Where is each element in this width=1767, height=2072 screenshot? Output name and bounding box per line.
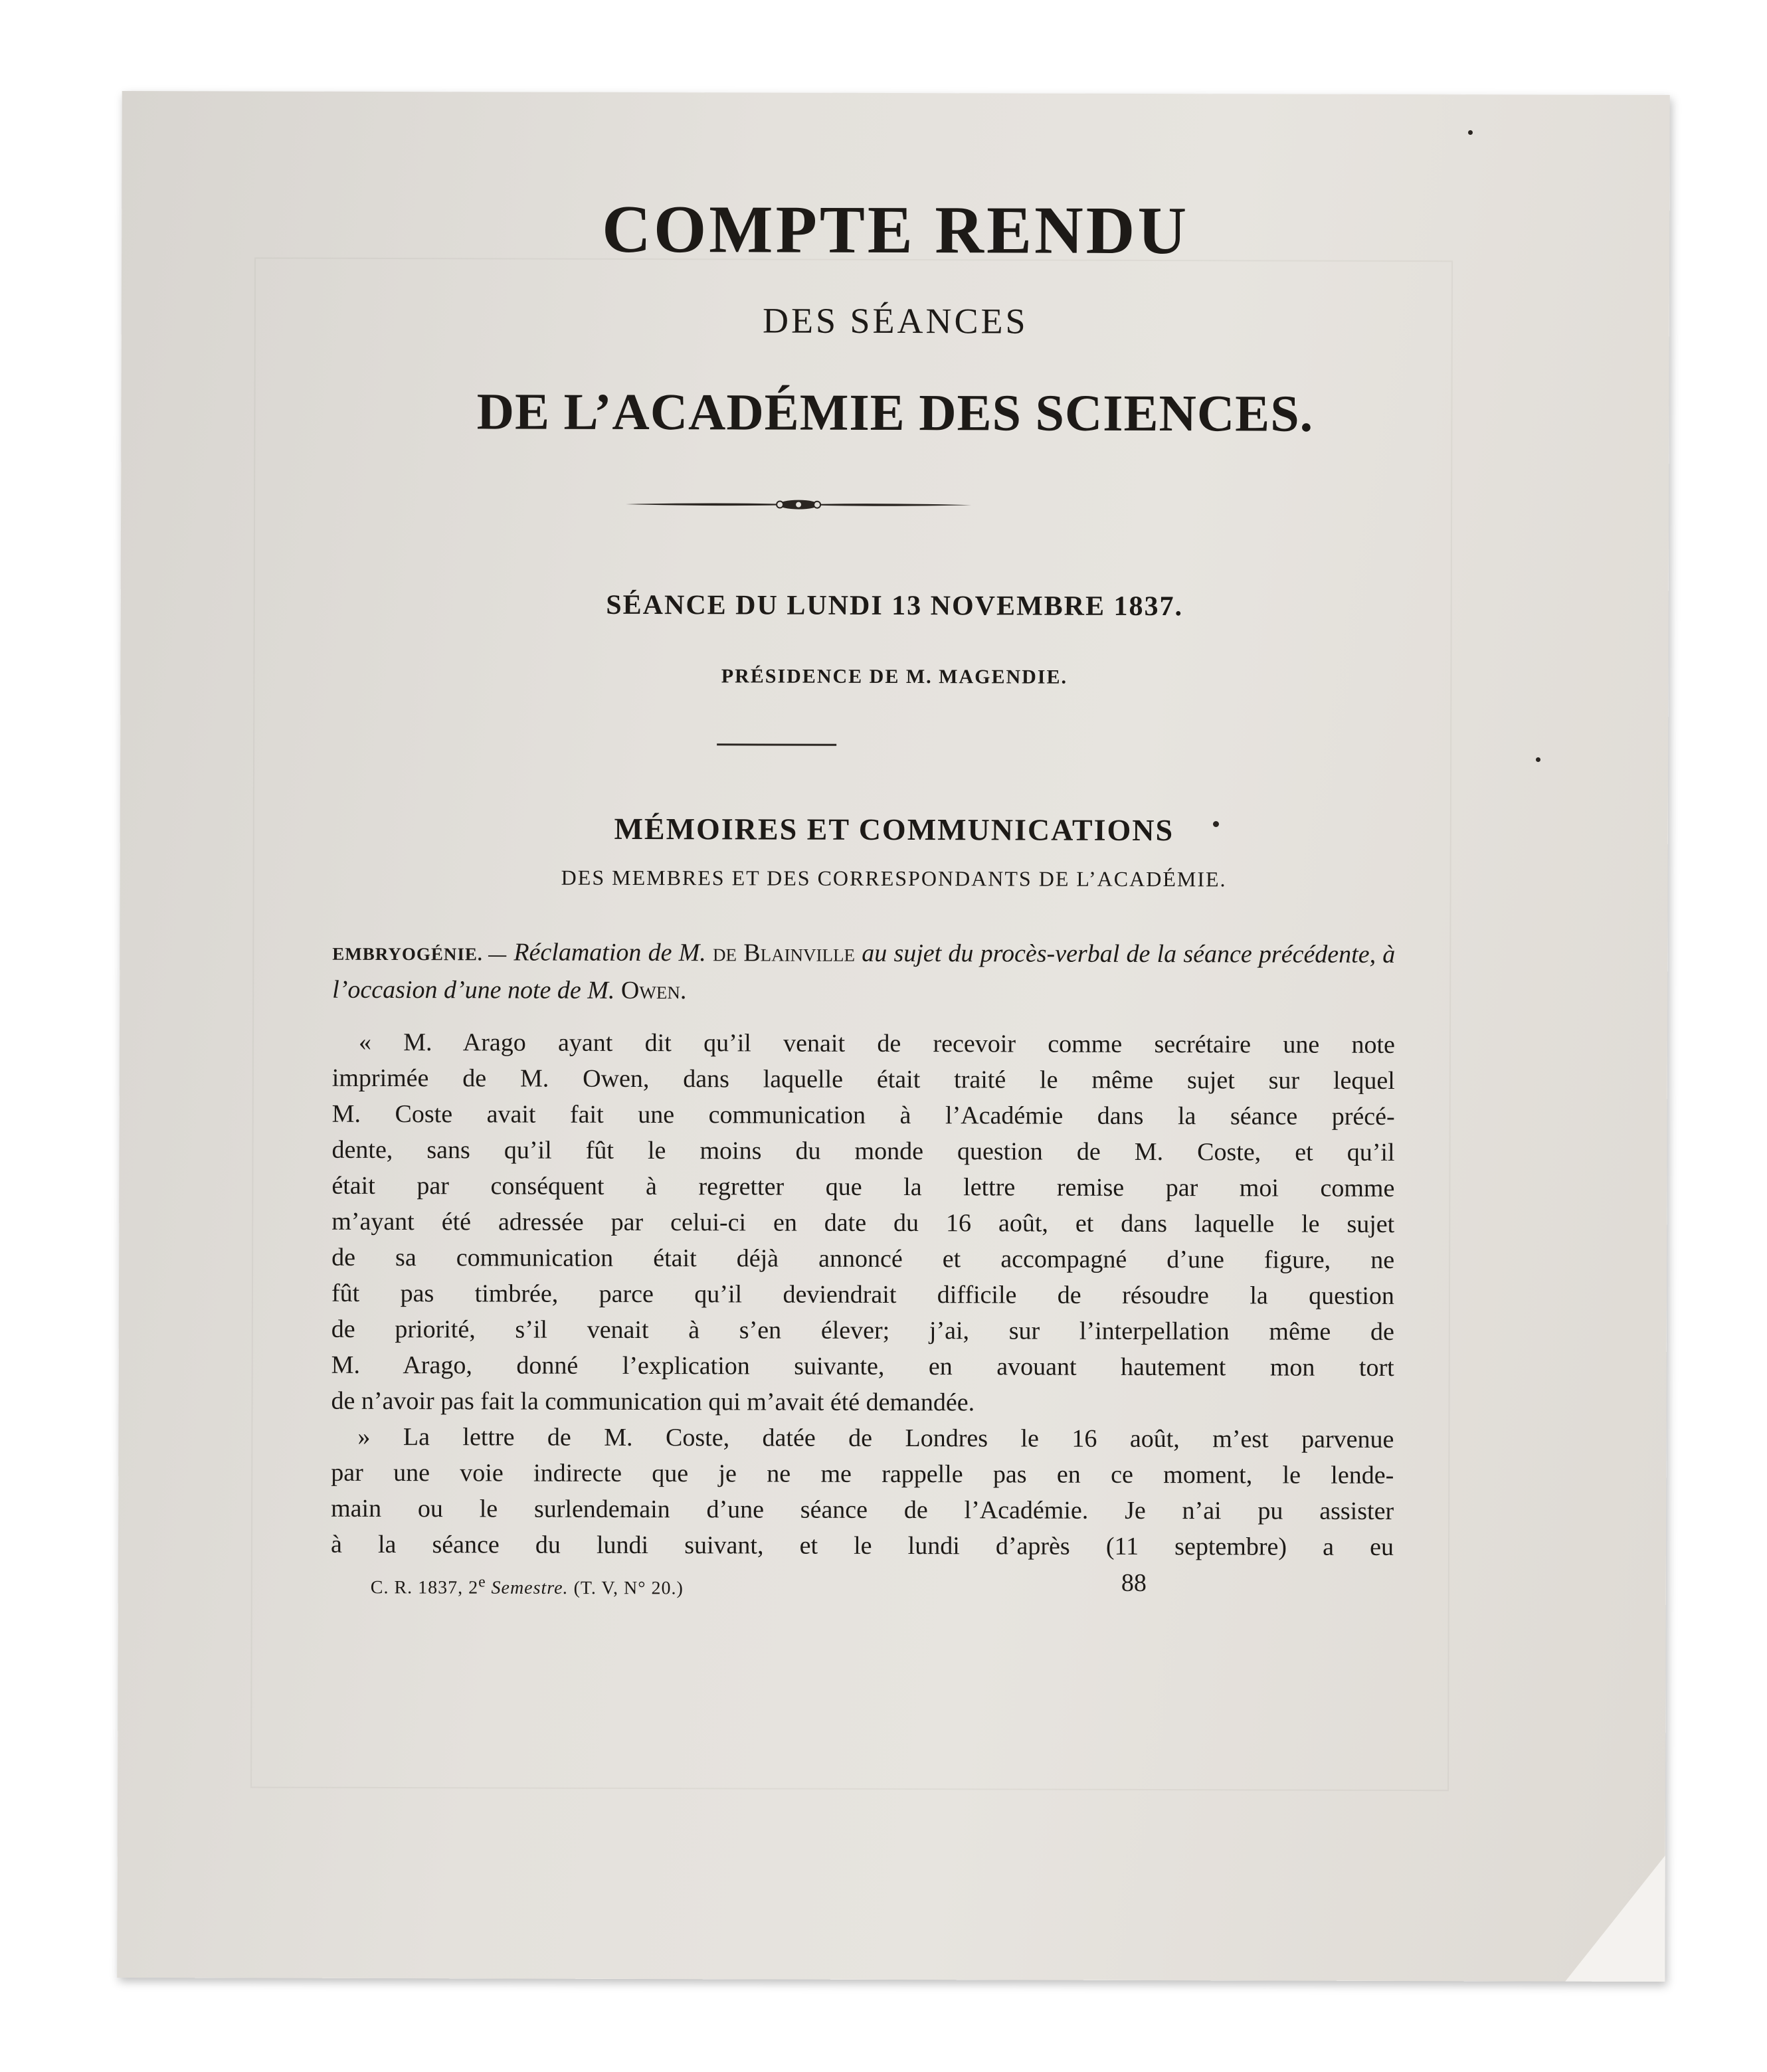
body-line: » La lettre de M. Coste, datée de Londres le 16 août, m’est parvenue	[357, 1422, 1394, 1454]
ink-speck	[1536, 757, 1540, 762]
article-lead-text-1: Réclamation de M.	[513, 938, 706, 967]
body-line: M. Arago, donné l’explication suivante, en avouant hautement mon tort	[331, 1351, 1394, 1382]
body-line: de priorité, s’il venait à s’en élever; j’ai, sur l’interpellation même de	[331, 1315, 1394, 1346]
body-line: de sa communication était déjà annoncé et accompagné d’une figure, ne	[331, 1243, 1395, 1274]
document-page	[117, 91, 1669, 1982]
section-heading: MÉMOIRES ET COMMUNICATIONS	[614, 811, 1174, 848]
folded-corner	[1565, 1855, 1665, 1982]
institution-title: DE L’ACADÉMIE DES SCIENCES.	[476, 382, 1314, 442]
short-rule	[717, 743, 836, 745]
body-line: par une voie indirecte que je ne me rappelle pas en ce moment, le lende-	[331, 1458, 1394, 1489]
body-line: main ou le surlendemain d’une séance de l’Académie. Je n’ai pu assister	[331, 1494, 1394, 1525]
subtitle: DES SÉANCES	[762, 300, 1028, 341]
ink-speck	[1468, 130, 1473, 135]
body-line: « M. Arago ayant dit qu’il venait de recevoir comme secrétaire une note	[358, 1028, 1396, 1059]
citation-semestre: Semestre.	[491, 1577, 569, 1599]
section-subheading: DES MEMBRES ET DES CORRESPONDANTS DE L’ACADÉMIE.	[561, 865, 1227, 892]
ornamental-rule	[626, 491, 971, 518]
citation-volume: C. R. 1837, 2	[370, 1577, 479, 1598]
ink-speck	[1213, 821, 1219, 827]
citation-number: (T. V, N° 20.)	[573, 1578, 684, 1599]
title: COMPTE RENDU	[602, 191, 1190, 269]
body-line: dente, sans qu’il fût le moins du monde question de M. Coste, et qu’il	[331, 1135, 1395, 1167]
body-line: M. Coste avait fait une communication à l’Académie dans la séance précé-	[331, 1099, 1395, 1131]
body-line: à la séance du lundi suivant, et le lundi d’après (11 septembre) a eu	[330, 1530, 1394, 1561]
article-lead-text-2: au sujet du procès-verbal de la séance précédente, à l’occasion d’une note de M.	[332, 939, 1396, 1004]
presidence: PRÉSIDENCE DE M. MAGENDIE.	[721, 665, 1068, 688]
body-line: de n’avoir pas fait la communication qui m’avait été demandée.	[331, 1386, 975, 1417]
article-lead-name-owen: Owen.	[620, 976, 687, 1005]
article-author: de Blainville	[713, 939, 856, 967]
body-line: était par conséquent à regretter que la lettre remise par moi comme	[331, 1171, 1395, 1202]
article-body	[331, 1024, 1395, 1565]
page-number: 88	[1121, 1568, 1147, 1597]
body-line: imprimée de M. Owen, dans laquelle était traité le même sujet sur lequel	[331, 1064, 1395, 1095]
session-date: SÉANCE DU LUNDI 13 NOVEMBRE 1837.	[606, 589, 1184, 622]
article-category: EMBRYOGÉNIE. —	[332, 943, 508, 965]
body-line: fût pas timbrée, parce qu’il deviendrait difficile de résoudre la question	[331, 1279, 1395, 1310]
citation-superscript: e	[478, 1573, 486, 1591]
citation	[371, 1573, 684, 1600]
body-line: m’ayant été adressée par celui-ci en date du 16 août, et dans laquelle le sujet	[331, 1207, 1395, 1238]
article-lead	[332, 934, 1395, 1010]
